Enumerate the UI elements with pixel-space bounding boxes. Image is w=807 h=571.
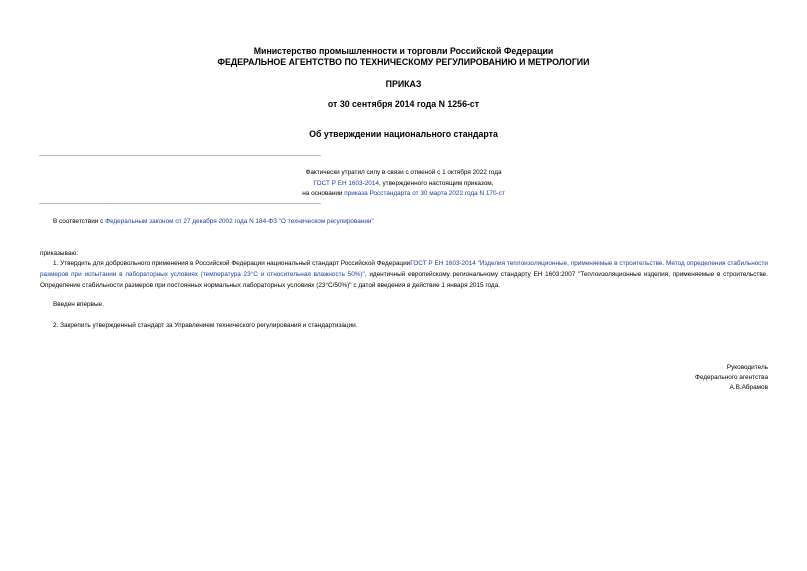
divider-bottom — [39, 203, 321, 204]
rosstandart-order-link[interactable]: приказа Росстандарта от 30 марта 2022 года N 170-ст — [344, 190, 505, 197]
order-word: приказываю: — [40, 250, 78, 257]
ministry-title: Министерство промышленности и торговли Российской Федерации — [253, 46, 554, 56]
document-date-number: от 30 сентября 2014 года N 1256-ст — [327, 99, 480, 109]
item1-suffix: , идентичный европейскому региональному стандарту ЕН 1603:2007 "Теплоизоляционные изделия, применяемые в строительстве. Определение стабильности размеров при постоянных нормальных лабораторных условиях (23°С/50%)" с датой введения в действие 1 января 2015 года. — [40, 271, 768, 289]
status-note-line2-text: , утвержденного настоящим приказом, — [378, 180, 494, 187]
document-type: ПРИКАЗ — [385, 79, 422, 89]
preamble-prefix: В соответствии с — [53, 218, 106, 225]
document-subject: Об утверждении национального стандарта — [309, 129, 498, 139]
status-note-line3 — [0, 188, 807, 199]
signature-name: А.В.Абрамов — [729, 384, 768, 391]
signature-title: Руководитель — [726, 364, 768, 371]
agency-title: ФЕДЕРАЛЬНОЕ АГЕНТСТВО ПО ТЕХНИЧЕСКОМУ РЕГУЛИРОВАНИЮ И МЕТРОЛОГИИ — [217, 57, 590, 67]
gost-link[interactable]: ГОСТ Р ЕН 1603-2014 — [313, 180, 379, 187]
divider-top — [39, 155, 321, 156]
standard-link[interactable]: ГОСТ Р ЕН 1603-2014 "Изделия теплоизоляционные, применяемые в строительстве. Метод определения стабильности размеров при испытании в лабораторных условиях (температура 23°С и относительная влажность 50%)" — [40, 260, 768, 278]
preamble — [40, 216, 768, 227]
order-item-1 — [40, 258, 768, 291]
order-item-2: 2. Закрепить утвержденный стандарт за Управлением технического регулирования и стандартизации. — [53, 322, 358, 329]
status-note-line1: Фактически утратил силу в связи с отменой с 1 октября 2022 года — [305, 169, 502, 176]
item1-prefix: 1. Утвердить для добровольного применения в Российской Федерации национальный стандарт Российской Федерации — [53, 260, 411, 267]
introduced-note: Введен впервые. — [53, 301, 104, 308]
signature-agency: Федерального агентства — [694, 374, 768, 381]
federal-law-link[interactable]: Федеральным законом от 27 декабря 2002 года N 184-ФЗ "О техническом регулировании" — [105, 218, 374, 225]
status-note-line3-prefix: на основании — [302, 190, 345, 197]
